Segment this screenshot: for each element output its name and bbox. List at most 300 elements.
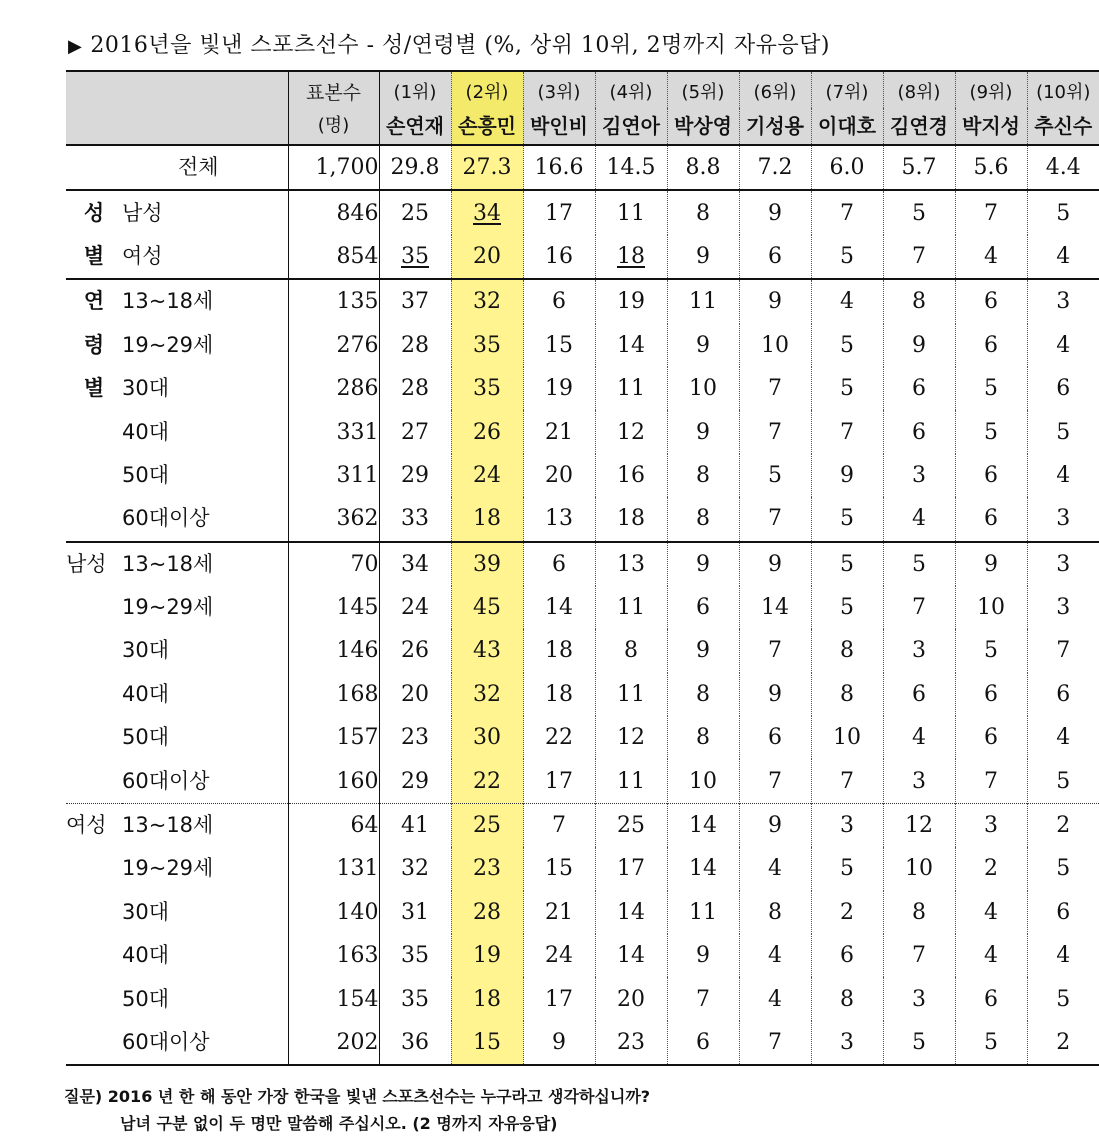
percent-value: 15 xyxy=(473,1030,501,1055)
percent-cell xyxy=(811,145,883,190)
table-row xyxy=(66,410,1099,453)
percent-cell xyxy=(523,454,595,497)
percent-cell xyxy=(379,716,451,759)
percent-cell xyxy=(595,629,667,672)
percent-cell xyxy=(811,803,883,847)
percent-cell xyxy=(1027,542,1099,586)
percent-value: 5 xyxy=(1056,986,1071,1012)
percent-cell xyxy=(739,977,811,1020)
percent-cell xyxy=(883,891,955,934)
percent-cell xyxy=(451,367,523,410)
percent-value: 4 xyxy=(984,943,998,969)
percent-value: 6 xyxy=(552,289,566,315)
percent-cell xyxy=(667,673,739,716)
percent-cell xyxy=(595,367,667,410)
percent-value: 6 xyxy=(912,681,926,707)
percent-cell xyxy=(379,759,451,803)
percent-cell xyxy=(955,847,1027,890)
percent-cell xyxy=(595,977,667,1020)
percent-value: 11 xyxy=(617,376,645,402)
percent-value: 25 xyxy=(473,813,501,839)
group-label xyxy=(66,977,122,1020)
percent-value: 7 xyxy=(768,1030,782,1055)
percent-cell xyxy=(811,1021,883,1065)
percent-cell xyxy=(523,542,595,586)
percent-value: 10 xyxy=(689,768,717,794)
percent-value: 6 xyxy=(768,725,782,751)
percent-cell xyxy=(883,497,955,541)
percent-cell xyxy=(451,673,523,716)
sample-size-cell: 286 xyxy=(288,367,379,410)
percent-cell xyxy=(595,235,667,279)
percent-value: 5 xyxy=(912,551,926,577)
player-header: 박지성 xyxy=(955,108,1027,145)
percent-value: 14 xyxy=(689,813,717,839)
percent-cell xyxy=(1027,1021,1099,1065)
percent-value: 13 xyxy=(545,506,573,532)
group-label: 성 xyxy=(66,190,122,234)
percent-value: 18 xyxy=(545,638,573,664)
percent-value: 8 xyxy=(840,986,854,1012)
group-label: 연 xyxy=(66,279,122,323)
percent-cell xyxy=(1027,803,1099,847)
percent-value: 3 xyxy=(984,813,998,839)
group-label xyxy=(66,716,122,759)
percent-value: 8 xyxy=(912,899,926,925)
percent-value: 3 xyxy=(912,768,926,794)
row-label: 60대이상 xyxy=(122,1021,288,1065)
percent-value: 6 xyxy=(984,681,998,707)
percent-value: 24 xyxy=(401,595,429,621)
percent-value: 27.3 xyxy=(462,155,512,181)
table-row xyxy=(66,542,1099,586)
sample-size-cell: 64 xyxy=(288,803,379,847)
percent-value: 11 xyxy=(617,768,645,794)
percent-value: 9 xyxy=(768,551,782,577)
percent-value: 34 xyxy=(401,551,429,577)
percent-value: 32 xyxy=(401,856,429,882)
percent-cell xyxy=(955,145,1027,190)
percent-cell xyxy=(739,542,811,586)
percent-value: 8 xyxy=(696,462,710,488)
percent-cell xyxy=(379,542,451,586)
sample-size-cell: 846 xyxy=(288,190,379,234)
percent-cell xyxy=(1027,279,1099,323)
percent-value: 11 xyxy=(617,595,645,621)
page-title xyxy=(68,28,830,59)
percent-cell xyxy=(739,934,811,977)
sample-size-cell: 163 xyxy=(288,934,379,977)
percent-value: 7 xyxy=(912,943,926,969)
percent-cell xyxy=(523,586,595,629)
percent-value: 8 xyxy=(696,506,710,532)
percent-cell xyxy=(667,410,739,453)
percent-value: 11 xyxy=(689,899,717,925)
percent-value: 7 xyxy=(768,376,782,402)
percent-value: 20 xyxy=(401,681,429,707)
percent-value: 9 xyxy=(696,551,710,577)
percent-cell xyxy=(451,235,523,279)
percent-cell xyxy=(667,759,739,803)
percent-cell xyxy=(955,673,1027,716)
percent-value: 28 xyxy=(473,899,501,925)
percent-cell xyxy=(595,324,667,367)
row-label: 50대 xyxy=(122,986,170,1011)
sample-size-cell: 131 xyxy=(288,847,379,890)
percent-cell xyxy=(451,497,523,541)
percent-cell xyxy=(955,235,1027,279)
percent-cell xyxy=(523,367,595,410)
percent-value: 5 xyxy=(984,638,998,664)
percent-value: 4 xyxy=(768,986,782,1012)
percent-cell xyxy=(667,542,739,586)
percent-cell xyxy=(667,145,739,190)
percent-value: 8 xyxy=(768,899,782,925)
percent-cell xyxy=(451,145,523,190)
percent-value: 24 xyxy=(473,462,501,488)
percent-cell xyxy=(451,190,523,234)
sample-size-unit: (명) xyxy=(288,108,379,145)
percent-value: 9 xyxy=(696,638,710,664)
group-label xyxy=(66,629,122,672)
percent-value: 6 xyxy=(984,986,998,1012)
percent-cell xyxy=(811,847,883,890)
percent-value: 3 xyxy=(840,1030,854,1055)
percent-cell xyxy=(379,629,451,672)
row-label: 30대 xyxy=(122,638,170,663)
percent-cell xyxy=(739,324,811,367)
row-label: 여성 xyxy=(122,243,163,268)
percent-cell xyxy=(523,190,595,234)
question-line-1: 질문) 2016 년 한 해 동안 가장 한국을 빛낸 스포츠선수는 누구라고 생각하십니까? xyxy=(64,1087,651,1106)
percent-cell xyxy=(379,497,451,541)
percent-value: 5 xyxy=(1056,419,1071,445)
header-player-row xyxy=(66,108,1099,145)
percent-value: 18 xyxy=(617,506,645,532)
percent-cell xyxy=(523,891,595,934)
percent-value: 5 xyxy=(912,1030,926,1055)
table-row xyxy=(66,454,1099,497)
table-row xyxy=(66,367,1099,410)
percent-value: 3 xyxy=(1056,595,1071,621)
sample-size-cell: 331 xyxy=(288,410,379,453)
percent-value: 16 xyxy=(545,243,573,269)
percent-cell xyxy=(811,190,883,234)
percent-value: 3 xyxy=(912,462,926,488)
row-label: 19~29세 xyxy=(122,595,214,620)
percent-value: 19 xyxy=(545,376,573,402)
percent-cell xyxy=(667,454,739,497)
percent-value: 4.4 xyxy=(1045,155,1081,181)
percent-value: 11 xyxy=(617,200,645,226)
percent-cell xyxy=(451,410,523,453)
percent-value: 6 xyxy=(984,506,998,532)
rank-header: (2위) xyxy=(451,71,523,108)
triangle-bullet-icon: ▶ xyxy=(68,36,83,57)
sample-size-header: 표본수 xyxy=(288,71,379,108)
percent-cell xyxy=(523,235,595,279)
percent-cell xyxy=(379,934,451,977)
percent-cell xyxy=(811,279,883,323)
percent-value: 15 xyxy=(545,332,573,358)
percent-cell xyxy=(811,629,883,672)
percent-cell xyxy=(1027,367,1099,410)
percent-cell xyxy=(379,235,451,279)
percent-cell xyxy=(379,803,451,847)
percent-value: 22 xyxy=(545,725,573,751)
percent-value: 29 xyxy=(401,462,429,488)
percent-cell xyxy=(523,803,595,847)
percent-cell xyxy=(1027,235,1099,279)
percent-value: 17 xyxy=(617,856,645,882)
question-line-2: 남녀 구분 없이 두 명만 말씀해 주십시오. (2 명까지 자유응답) xyxy=(120,1114,558,1133)
percent-value: 23 xyxy=(401,725,429,751)
percent-value: 7 xyxy=(840,419,854,445)
percent-cell xyxy=(523,497,595,541)
percent-value: 4 xyxy=(768,856,782,882)
percent-value: 43 xyxy=(473,638,501,664)
row-label: 30대 xyxy=(122,376,170,401)
percent-cell xyxy=(955,454,1027,497)
percent-value: 8 xyxy=(696,681,710,707)
percent-value: 5 xyxy=(1056,200,1071,226)
percent-cell xyxy=(811,235,883,279)
percent-value: 6 xyxy=(1056,681,1071,707)
percent-cell xyxy=(811,759,883,803)
percent-cell xyxy=(523,1021,595,1065)
percent-cell xyxy=(451,891,523,934)
rank-header: (9위) xyxy=(955,71,1027,108)
percent-cell xyxy=(451,847,523,890)
percent-cell xyxy=(1027,977,1099,1020)
percent-cell xyxy=(955,1021,1027,1065)
percent-cell xyxy=(523,629,595,672)
percent-value: 41 xyxy=(401,813,429,839)
player-header: 박인비 xyxy=(523,108,595,145)
percent-cell xyxy=(667,977,739,1020)
percent-cell xyxy=(1027,759,1099,803)
table-row xyxy=(66,891,1099,934)
title-text: 2016년을 빛낸 스포츠선수 - 성/연령별 (%, 상위 10위, 2명까지 자유응답) xyxy=(90,33,830,58)
percent-cell xyxy=(811,586,883,629)
percent-value: 6 xyxy=(984,725,998,751)
row-label: 13~18세 xyxy=(122,279,288,323)
percent-value: 6 xyxy=(984,289,998,315)
percent-cell xyxy=(955,367,1027,410)
percent-cell xyxy=(811,367,883,410)
percent-cell xyxy=(883,673,955,716)
percent-cell xyxy=(523,410,595,453)
percent-cell xyxy=(739,279,811,323)
percent-cell xyxy=(667,497,739,541)
player-header: 김연경 xyxy=(883,108,955,145)
percent-cell xyxy=(451,1021,523,1065)
percent-value: 21 xyxy=(545,899,573,925)
percent-value: 20 xyxy=(473,243,501,269)
sample-size-cell: 202 xyxy=(288,1021,379,1065)
percent-cell xyxy=(811,977,883,1020)
percent-value: 11 xyxy=(617,681,645,707)
sample-size-cell: 362 xyxy=(288,497,379,541)
percent-cell xyxy=(739,803,811,847)
percent-cell xyxy=(1027,410,1099,453)
percent-cell xyxy=(811,497,883,541)
percent-value: 9 xyxy=(552,1030,566,1055)
percent-cell xyxy=(451,934,523,977)
percent-cell xyxy=(955,759,1027,803)
percent-cell xyxy=(883,190,955,234)
percent-value: 5 xyxy=(1056,768,1071,794)
percent-cell xyxy=(811,454,883,497)
percent-cell xyxy=(667,1021,739,1065)
row-label: 19~29세 xyxy=(122,332,214,357)
percent-value: 29.8 xyxy=(390,155,440,181)
percent-cell xyxy=(883,542,955,586)
percent-cell xyxy=(739,410,811,453)
percent-cell xyxy=(955,716,1027,759)
percent-cell xyxy=(1027,716,1099,759)
percent-value: 18 xyxy=(617,243,645,269)
percent-cell xyxy=(1027,673,1099,716)
percent-cell xyxy=(595,586,667,629)
percent-value: 36 xyxy=(401,1030,429,1055)
group-label xyxy=(66,673,122,716)
percent-cell xyxy=(595,803,667,847)
player-header: 박상영 xyxy=(667,108,739,145)
percent-value: 4 xyxy=(1056,462,1071,488)
table-row xyxy=(66,803,1099,847)
percent-cell xyxy=(739,673,811,716)
percent-value: 26 xyxy=(401,638,429,664)
percent-value: 6 xyxy=(768,243,782,269)
percent-cell xyxy=(739,367,811,410)
percent-cell xyxy=(955,629,1027,672)
percent-value: 3 xyxy=(912,986,926,1012)
percent-cell xyxy=(379,1021,451,1065)
percent-cell xyxy=(1027,586,1099,629)
sample-size-cell: 276 xyxy=(288,324,379,367)
percent-cell xyxy=(379,145,451,190)
percent-value: 9 xyxy=(840,462,854,488)
percent-value: 12 xyxy=(617,419,645,445)
percent-cell xyxy=(667,629,739,672)
percent-cell xyxy=(451,803,523,847)
percent-cell xyxy=(379,673,451,716)
rank-header: (1위) xyxy=(379,71,451,108)
percent-value: 5 xyxy=(768,462,782,488)
percent-cell xyxy=(955,977,1027,1020)
percent-value: 21 xyxy=(545,419,573,445)
percent-value: 33 xyxy=(401,506,429,532)
percent-value: 4 xyxy=(768,943,782,969)
percent-cell xyxy=(595,454,667,497)
percent-value: 2 xyxy=(840,899,854,925)
rank-header: (4위) xyxy=(595,71,667,108)
percent-cell xyxy=(955,586,1027,629)
percent-value: 23 xyxy=(617,1030,645,1055)
sample-size-cell: 160 xyxy=(288,759,379,803)
percent-value: 6.0 xyxy=(829,155,865,181)
percent-value: 8.8 xyxy=(685,155,721,181)
percent-value: 6 xyxy=(1056,376,1071,402)
row-label: 60대이상 xyxy=(122,768,210,793)
percent-cell xyxy=(523,759,595,803)
percent-value: 2 xyxy=(984,856,998,882)
percent-value: 10 xyxy=(905,856,933,882)
percent-cell xyxy=(667,586,739,629)
percent-value: 18 xyxy=(473,506,501,532)
percent-cell xyxy=(883,629,955,672)
percent-cell xyxy=(883,977,955,1020)
group-label xyxy=(66,891,122,934)
percent-value: 27 xyxy=(401,419,429,445)
percent-cell xyxy=(883,235,955,279)
table-row xyxy=(66,324,1099,367)
percent-cell xyxy=(379,410,451,453)
percent-cell xyxy=(379,977,451,1020)
percent-value: 6 xyxy=(912,376,926,402)
percent-value: 8 xyxy=(696,200,710,226)
group-label: 남성 xyxy=(66,542,122,586)
percent-value: 5 xyxy=(840,595,854,621)
percent-cell xyxy=(739,629,811,672)
percent-value: 10 xyxy=(689,376,717,402)
percent-value: 7 xyxy=(840,768,854,794)
percent-cell xyxy=(667,716,739,759)
percent-value: 35 xyxy=(473,376,501,402)
percent-cell xyxy=(667,891,739,934)
sample-size-cell: 311 xyxy=(288,454,379,497)
percent-value: 6 xyxy=(552,551,566,577)
percent-cell xyxy=(811,542,883,586)
percent-value: 4 xyxy=(984,899,998,925)
header-blank xyxy=(66,108,122,145)
percent-value: 18 xyxy=(473,986,501,1012)
percent-cell xyxy=(523,279,595,323)
percent-value: 10 xyxy=(977,595,1005,621)
percent-value: 4 xyxy=(840,289,854,315)
percent-cell xyxy=(451,629,523,672)
table-row xyxy=(66,586,1099,629)
percent-cell xyxy=(379,324,451,367)
percent-value: 5 xyxy=(840,551,854,577)
percent-cell xyxy=(955,279,1027,323)
percent-cell xyxy=(595,279,667,323)
percent-value: 17 xyxy=(545,768,573,794)
player-header: 추신수 xyxy=(1027,108,1099,145)
sample-size-cell: 854 xyxy=(288,235,379,279)
percent-value: 35 xyxy=(401,243,429,269)
percent-value: 5 xyxy=(840,856,854,882)
table-row xyxy=(66,934,1099,977)
percent-value: 32 xyxy=(473,289,501,315)
percent-cell xyxy=(1027,497,1099,541)
percent-cell xyxy=(739,716,811,759)
percent-cell xyxy=(595,847,667,890)
percent-value: 32 xyxy=(473,681,501,707)
percent-value: 7 xyxy=(696,986,710,1012)
percent-value: 5 xyxy=(984,376,998,402)
percent-value: 9 xyxy=(696,943,710,969)
group-label xyxy=(66,847,122,890)
table-row xyxy=(66,279,1099,323)
percent-cell xyxy=(595,673,667,716)
row-label: 13~18세 xyxy=(122,803,288,847)
percent-cell xyxy=(667,934,739,977)
percent-cell xyxy=(379,190,451,234)
percent-value: 6 xyxy=(984,332,998,358)
group-label xyxy=(66,145,122,190)
